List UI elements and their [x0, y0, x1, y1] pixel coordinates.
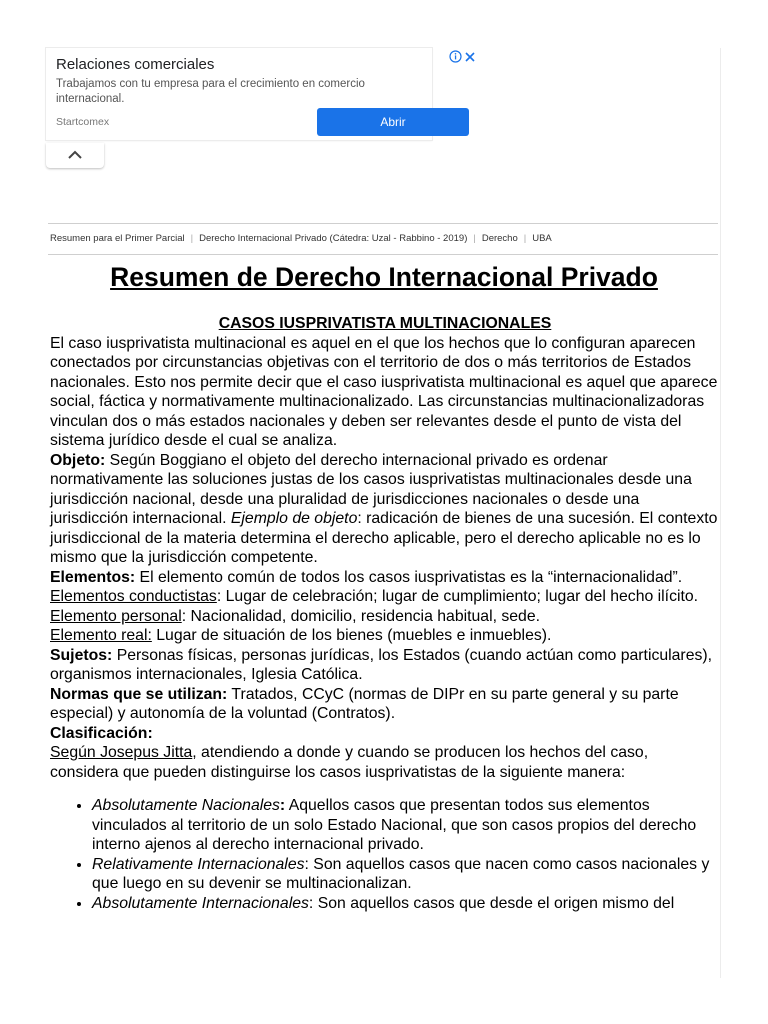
breadcrumb-item[interactable]: Resumen para el Primer Parcial: [50, 233, 185, 244]
breadcrumb: [50, 233, 552, 244]
list-item-term: Relativamente Internacionales: [92, 855, 305, 873]
real-label: Elemento real:: [50, 627, 152, 644]
document-body: [50, 314, 720, 913]
classification-list: [50, 796, 720, 913]
close-icon[interactable]: [464, 50, 476, 68]
elementos-label: Elementos:: [50, 568, 136, 586]
jitta-paragraph: [50, 743, 720, 782]
list-item: [92, 855, 720, 894]
intro-paragraph: El caso iusprivatista multinacional es aquel en el que los hechos que lo configuran aparecen conectados por circunstancias objetivas con el territorio de dos o más territorios de Estados nacionales. Esto nos permite decir que el caso iusprivatista multinacional es aquel que aparece social, fáctica y normativamente multinacionalizado. Las circunstancias multinacionalizadoras vinculan dos o más estados nacionales y deben ser relevantes desde el punto de vista del sistema jurídico desde el cual se analiza.: [50, 334, 718, 449]
ad-banner[interactable]: [46, 48, 432, 140]
conductistas-text: : Lugar de celebración; lugar de cumplimiento; lugar del hecho ilícito.: [216, 588, 699, 605]
sujetos-label: Sujetos:: [50, 646, 113, 664]
list-item-text: Son aquellos casos que nacen como casos nacionales y que luego en su devenir se multinacionalizan.: [92, 855, 710, 892]
list-item-separator: :: [308, 894, 314, 912]
clasificacion-label: Clasificación:: [50, 724, 153, 742]
elementos-text: El elemento común de todos los casos iusprivatistas es la “internacionalidad”.: [135, 568, 683, 586]
breadcrumb-item[interactable]: Derecho Internacional Privado (Cátedra: Uzal - Rabbino - 2019): [199, 233, 468, 244]
list-item: [92, 796, 720, 855]
sujetos-paragraph: [50, 646, 720, 685]
list-item-term: Absolutamente Nacionales: [92, 797, 280, 814]
jitta-text: , atendiendo a donde y cuando se producen los hechos del caso, considera que pueden distinguirse los casos iusprivatistas de la siguiente manera:: [50, 744, 649, 781]
objeto-label: Objeto:: [50, 451, 106, 469]
list-item-term: Absolutamente Internacionales: [92, 894, 309, 912]
normas-label: Normas que se utilizan:: [50, 685, 228, 703]
sujetos-text: Personas físicas, personas jurídicas, los Estados (cuando actúan como particulares), organismos internacionales, Iglesia Católica.: [50, 646, 713, 683]
breadcrumb-separator: |: [190, 233, 194, 244]
jitta-label: Según Josepus Jitta: [50, 744, 193, 761]
list-item: [92, 894, 720, 914]
normas-paragraph: [50, 685, 720, 724]
ad-title[interactable]: Relaciones comerciales: [56, 56, 215, 73]
ad-source[interactable]: Startcomex: [56, 116, 110, 128]
list-item-text: Son aquellos casos que desde el origen mismo del: [313, 894, 675, 912]
section-heading: CASOS IUSPRIVATISTA MULTINACIONALES: [218, 315, 552, 332]
list-item-separator: :: [279, 797, 286, 814]
conductistas-paragraph: [50, 587, 720, 607]
personal-paragraph: [50, 607, 720, 627]
clasificacion-heading: [50, 724, 720, 744]
real-text: Lugar de situación de los bienes (muebles e inmuebles).: [151, 627, 552, 644]
info-icon[interactable]: [449, 50, 462, 68]
breadcrumb-separator: |: [473, 233, 476, 244]
breadcrumb-bottom-divider: [48, 254, 718, 255]
objeto-paragraph: [50, 451, 720, 568]
objeto-text: Según Boggiano el objeto del derecho internacional privado es ordenar normativamente las soluciones justas de los casos iusprivatistas multinacionales desde una jurisdicción nacional, desde una pluralidad de jurisdicciones nacionales o desde una jurisdicción internacional.: [50, 451, 692, 527]
normas-text: Tratados, CCyC (normas de DIPr en su parte general y su parte especial) y autonomía de la voluntad (Contratos).: [50, 685, 679, 722]
conductistas-label: Elementos conductistas: [50, 588, 217, 605]
ejemplo-label: Ejemplo de objeto: [230, 510, 358, 527]
breadcrumb-item[interactable]: Derecho: [481, 233, 518, 244]
list-item-text: Aquellos casos que presentan todos sus elementos vinculados al territorio de un solo Estado Nacional, que son casos propios del derecho interno ajenos al derecho internacional privado.: [92, 797, 697, 853]
breadcrumb-top-divider: [48, 223, 718, 224]
elementos-paragraph: [50, 568, 720, 588]
ad-collapse-button[interactable]: [46, 143, 104, 168]
real-paragraph: [50, 626, 720, 646]
chevron-up-icon: [67, 147, 83, 165]
list-item-separator: :: [304, 855, 309, 873]
ad-description: Trabajamos con tu empresa para el crecimiento en comercio internacional.: [56, 78, 365, 105]
page-right-border: [720, 48, 721, 978]
ejemplo-text: : radicación de bienes de una sucesión. El contexto jurisdiccional de la materia determina el derecho aplicable, pero el derecho aplicable no es lo mismo que la jurisdicción competente.: [50, 510, 718, 566]
breadcrumb-item[interactable]: UBA: [532, 233, 552, 244]
breadcrumb-separator: |: [523, 233, 527, 244]
ad-open-button[interactable]: Abrir: [317, 108, 469, 136]
personal-label: Elemento personal: [50, 607, 182, 625]
document-title: Resumen de Derecho Internacional Privado: [110, 262, 658, 292]
personal-text: : Nacionalidad, domicilio, residencia habitual, sede.: [181, 607, 541, 625]
